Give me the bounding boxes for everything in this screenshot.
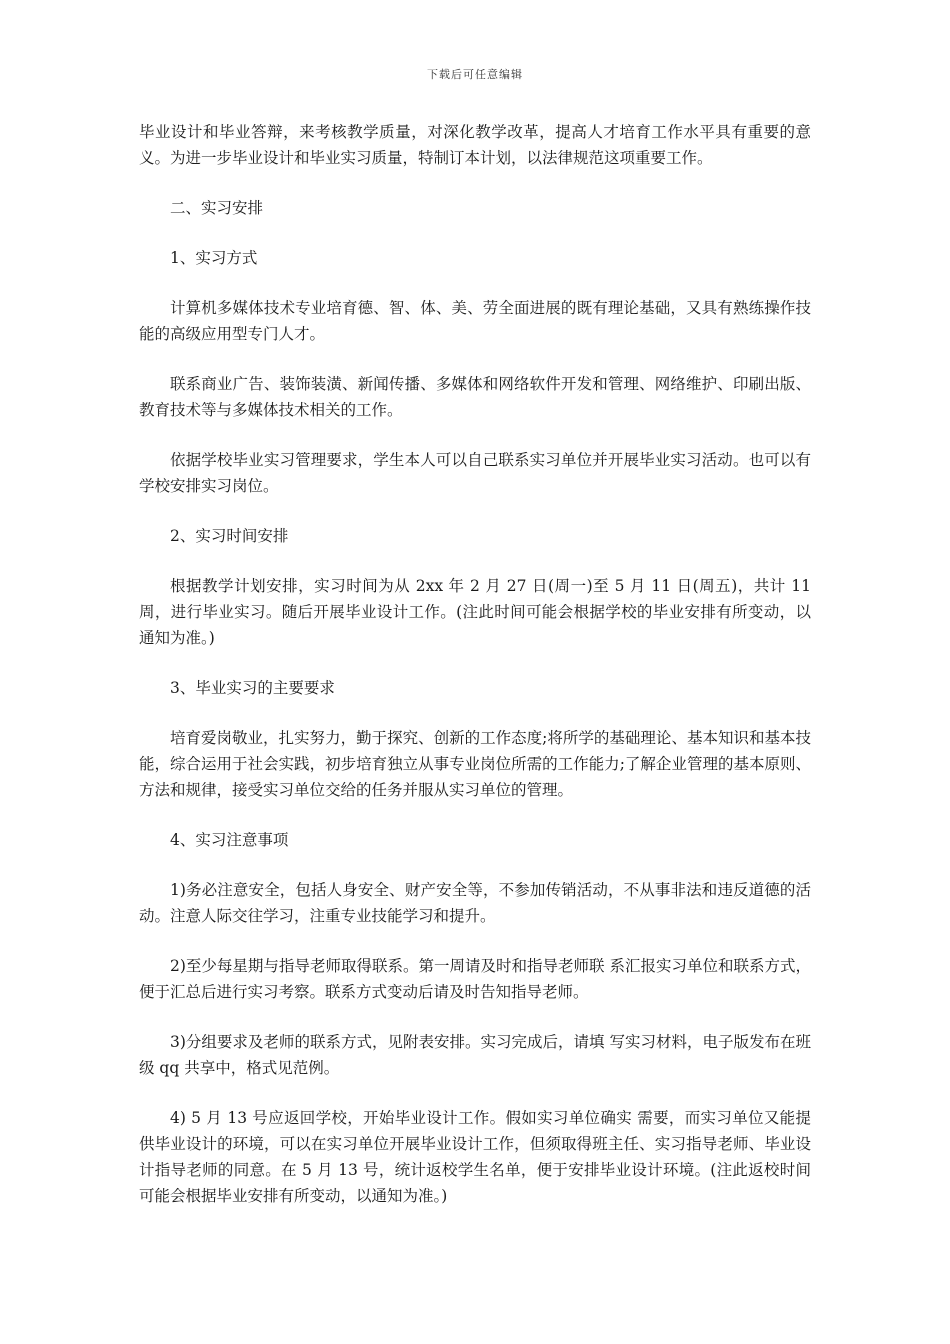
precaution-item-1: 1)务必注意安全，包括人身安全、财产安全等，不参加传销活动，不从事非法和违反道德的活动。注意人际交往学习，注重专业技能学习和提升。 [139,881,811,925]
paragraph-intro-continued: 毕业设计和毕业答辩，来考核教学质量，对深化教学改革，提高人才培育工作水平具有重要的意义。为进一步毕业设计和毕业实习质量，特制订本计划，以法律规范这项重要工作。 [139,123,811,167]
page-header: 下载后可任意编辑 [427,68,523,81]
precaution-item-2: 2)至少每星期与指导老师取得联系。第一周请及时和指导老师联 系汇报实习单位和联系方式，便于汇总后进行实习考察。联系方式变动后请及时告知指导老师。 [139,957,811,1001]
document-body [139,119,811,1233]
paragraph-requirements-details: 培育爱岗敬业，扎实努力，勤于探究、创新的工作态度;将所学的基础理论、基本知识和基本技能，综合运用于社会实践，初步培育独立从事专业岗位所需的工作能力;了解企业管理的基本原则、方法和规律，接受实习单位交给的任务并服从实习单位的管理。 [139,729,811,799]
precaution-item-4: 4) 5 月 13 号应返回学校，开始毕业设计工作。假如实习单位确实 需要，而实习单位又能提供毕业设计的环境，可以在实习单位开展毕业设计工作，但须取得班主任、实习指导老师、毕业设计指导老师的同意。在 5 月 13 号，统计返校学生名单，便于安排毕业设计环境。(注此返校时间可能会根据毕业安排有所变动，以通知为准。) [139,1109,811,1205]
paragraph-placement-method: 依据学校毕业实习管理要求，学生本人可以自己联系实习单位并开展毕业实习活动。也可以有学校安排实习岗位。 [139,451,811,495]
section-heading-internship-arrangement: 二、实习安排 [170,199,264,217]
subheading-internship-schedule: 2、实习时间安排 [170,527,289,545]
paragraph-job-fields: 联系商业广告、装饰装潢、新闻传播、多媒体和网络软件开发和管理、网络维护、印刷出版、教育技术等与多媒体技术相关的工作。 [139,375,811,419]
paragraph-schedule-details: 根据教学计划安排，实习时间为从 2xx 年 2 月 27 日(周一)至 5 月 11 日(周五)，共计 11 周，进行毕业实习。随后开展毕业设计工作。(注此时间可能会根据学校的毕业安排有所变动，以通知为准。) [139,577,811,647]
subheading-internship-method: 1、实习方式 [170,249,258,267]
precaution-item-3: 3)分组要求及老师的联系方式，见附表安排。实习完成后，请填 写实习材料，电子版发布在班级 qq 共享中，格式见范例。 [139,1033,811,1077]
subheading-main-requirements: 3、毕业实习的主要要求 [170,679,335,697]
subheading-precautions: 4、实习注意事项 [170,831,289,849]
paragraph-training-goal: 计算机多媒体技术专业培育德、智、体、美、劳全面进展的既有理论基础，又具有熟练操作技能的高级应用型专门人才。 [139,299,811,343]
